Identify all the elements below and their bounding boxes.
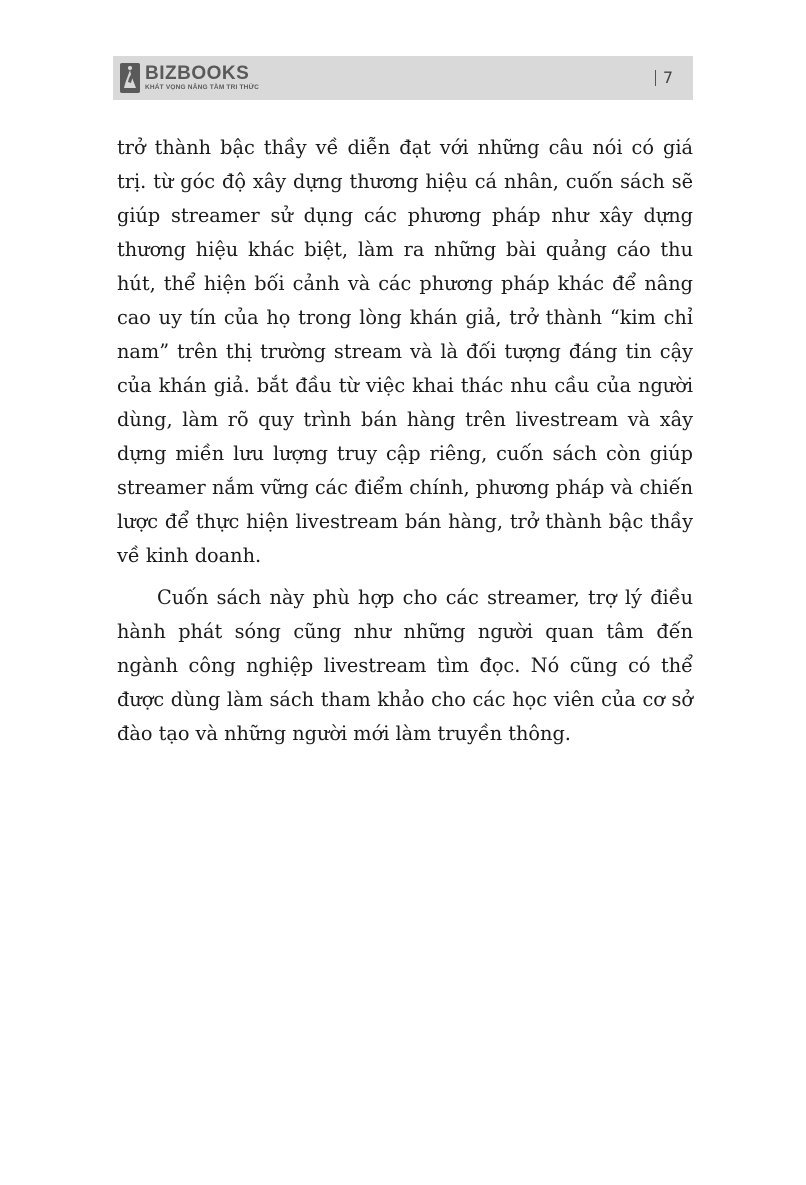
brand-tagline: KHÁT VỌNG NÂNG TẦM TRI THỨC	[145, 84, 260, 92]
bizbooks-emblem-icon	[119, 62, 141, 94]
paragraph: trở thành bậc thầy về diễn đạt với những câu nói có giá trị. từ góc độ xây dựng thương hiệu cá nhân, cuốn sách sẽ giúp streamer sử dụng các phương pháp như xây dựng thương hiệu khác biệt, làm ra những bài quảng cáo thu hút, thể hiện bối cảnh và các phương pháp khác để nâng cao uy tín của họ trong lòng khán giả, trở thành “kim chỉ nam” trên thị trường stream và là đối tượng đáng tin cậy của khán giả. bắt đầu từ việc khai thác nhu cầu của người dùng, làm rõ quy trình bán hàng trên livestream và xây dựng miền lưu lượng truy cập riêng, cuốn sách còn giúp streamer nắm vững các điểm chính, phương pháp và chiến lược để thực hiện livestream bán hàng, trở thành bậc thầy về kinh doanh.	[117, 136, 693, 567]
page-header	[113, 56, 693, 100]
publisher-logo	[119, 61, 259, 95]
paragraph: Cuốn sách này phù hợp cho các streamer, trợ lý điều hành phát sóng cũng như những người quan tâm đến ngành công nghiệp livestream tìm đọc. Nó cũng có thể được dùng làm sách tham khảo cho các học viên của cơ sở đào tạo và những người mới làm truyền thông.	[117, 586, 693, 745]
page-number: 7	[662, 68, 673, 87]
page-number-box	[655, 68, 673, 87]
body-text	[117, 131, 693, 751]
page-number-divider	[655, 70, 656, 86]
brand-name: BIZBOOKS	[145, 63, 250, 85]
